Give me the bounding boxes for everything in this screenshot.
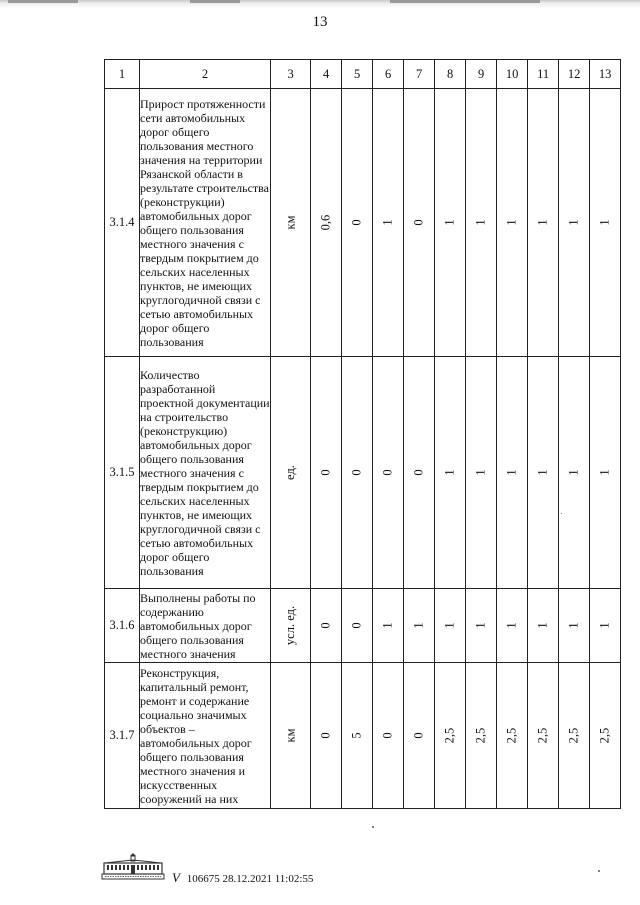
value-text: 0 <box>411 219 426 226</box>
value-cell <box>497 89 528 357</box>
value-cell <box>497 357 528 589</box>
column-header: 3 <box>271 60 311 89</box>
value-cell <box>373 89 404 357</box>
scan-speck <box>372 826 374 828</box>
page-number: 13 <box>312 14 328 30</box>
value-text: 1 <box>380 219 395 226</box>
column-header: 2 <box>140 60 271 89</box>
value-text: 0 <box>349 219 364 226</box>
value-cell <box>342 89 373 357</box>
value-cell <box>466 89 497 357</box>
indicator-name: Прирост протяженности сети автомобильных дорог общего пользования местного значения на территории Рязанской области в результате строительства (реконструкции) автомобильных дорог общего пользования местного значения с твердым покрытием до сельских населенных пунктов, не имеющих круглогодичной связи с сетью автомобильных дорог общего пользования <box>140 89 271 357</box>
value-cell <box>342 589 373 663</box>
value-text: 1 <box>473 469 488 476</box>
value-text: 2,5 <box>566 727 581 744</box>
scan-speck <box>561 513 562 514</box>
unit-cell <box>271 663 311 809</box>
value-text: 0 <box>411 732 426 739</box>
value-cell <box>373 663 404 809</box>
indicator-name: Реконструкция, капитальный ремонт, ремонт и содержание социально значимых объектов – автомобильных дорог общего пользования местного значения и искусственных сооружений на них <box>140 663 271 809</box>
value-cell <box>435 589 466 663</box>
value-cell <box>528 663 559 809</box>
value-cell <box>342 357 373 589</box>
value-text: 0 <box>349 469 364 476</box>
value-text: 1 <box>504 469 519 476</box>
value-cell <box>404 89 435 357</box>
value-cell <box>342 663 373 809</box>
value-cell <box>590 589 621 663</box>
scan-artifact <box>190 0 240 3</box>
value-cell <box>311 589 342 663</box>
building-logo-icon <box>100 852 166 882</box>
table-row <box>105 357 621 589</box>
value-text: 1 <box>566 219 581 226</box>
value-cell <box>559 357 590 589</box>
value-text: 0,6 <box>318 214 333 231</box>
value-cell <box>435 357 466 589</box>
value-cell <box>590 357 621 589</box>
value-text: 2,5 <box>535 727 550 744</box>
value-cell <box>559 89 590 357</box>
column-header: 8 <box>435 60 466 89</box>
value-cell <box>466 589 497 663</box>
column-header: 1 <box>105 60 140 89</box>
footer <box>100 852 520 892</box>
value-cell <box>311 89 342 357</box>
value-text: 0 <box>380 469 395 476</box>
value-cell <box>528 357 559 589</box>
value-text: 2,5 <box>504 727 519 744</box>
value-text: 1 <box>411 622 426 629</box>
value-text: 1 <box>566 622 581 629</box>
column-header: 12 <box>559 60 590 89</box>
value-text: 0 <box>380 732 395 739</box>
value-text: 0 <box>318 732 333 739</box>
value-text: 0 <box>411 469 426 476</box>
value-text: 1 <box>566 469 581 476</box>
value-cell <box>559 589 590 663</box>
value-text: 1 <box>535 219 550 226</box>
value-text: 1 <box>442 219 457 226</box>
column-header: 5 <box>342 60 373 89</box>
unit-cell <box>271 357 311 589</box>
row-number: 3.1.4 <box>105 89 140 357</box>
value-cell <box>435 663 466 809</box>
unit-label: км <box>283 728 298 743</box>
value-text: 2,5 <box>442 727 457 744</box>
column-header: 6 <box>373 60 404 89</box>
value-text: 1 <box>442 469 457 476</box>
value-text: 1 <box>442 622 457 629</box>
value-text: 1 <box>380 622 395 629</box>
value-cell <box>590 663 621 809</box>
value-cell <box>590 89 621 357</box>
unit-cell <box>271 589 311 663</box>
value-cell <box>404 589 435 663</box>
value-cell <box>404 663 435 809</box>
document-datetime: 28.12.2021 11:02:55 <box>222 873 314 885</box>
value-cell <box>311 357 342 589</box>
scan-speck <box>598 870 600 872</box>
value-cell <box>435 89 466 357</box>
table-row <box>105 663 621 809</box>
value-text: 1 <box>473 622 488 629</box>
value-cell <box>373 357 404 589</box>
value-text: 0 <box>318 469 333 476</box>
value-cell <box>497 663 528 809</box>
value-text: 2,5 <box>597 727 612 744</box>
value-text: 0 <box>318 622 333 629</box>
table-header-row <box>105 60 621 89</box>
row-number: 3.1.7 <box>105 663 140 809</box>
signature-mark: V <box>172 870 180 885</box>
column-header: 11 <box>528 60 559 89</box>
value-cell <box>528 589 559 663</box>
value-cell <box>466 663 497 809</box>
value-text: 1 <box>473 219 488 226</box>
footer-registration <box>172 870 313 886</box>
value-text: 0 <box>349 622 364 629</box>
value-text: 1 <box>597 219 612 226</box>
value-text: 1 <box>597 469 612 476</box>
indicator-table <box>104 59 621 809</box>
column-header: 4 <box>311 60 342 89</box>
document-number: 106675 <box>186 873 220 885</box>
scan-top-edge <box>0 0 640 8</box>
value-cell <box>404 357 435 589</box>
value-text: 1 <box>504 219 519 226</box>
value-text: 1 <box>535 622 550 629</box>
value-text: 1 <box>504 622 519 629</box>
value-text: 5 <box>349 732 364 739</box>
value-cell <box>497 589 528 663</box>
table-row <box>105 89 621 357</box>
row-number: 3.1.5 <box>105 357 140 589</box>
unit-label: км <box>283 215 298 230</box>
row-number: 3.1.6 <box>105 589 140 663</box>
value-cell <box>373 589 404 663</box>
column-header: 9 <box>466 60 497 89</box>
value-cell <box>466 357 497 589</box>
column-header: 13 <box>590 60 621 89</box>
value-cell <box>559 663 590 809</box>
value-cell <box>528 89 559 357</box>
value-text: 1 <box>535 469 550 476</box>
value-text: 1 <box>597 622 612 629</box>
value-text: 2,5 <box>473 727 488 744</box>
column-header: 10 <box>497 60 528 89</box>
value-cell <box>311 663 342 809</box>
unit-label: ед. <box>283 465 298 480</box>
unit-cell <box>271 89 311 357</box>
table-row <box>105 589 621 663</box>
scan-artifact <box>390 0 540 3</box>
unit-label: усл. ед. <box>283 605 298 646</box>
scan-artifact <box>8 0 78 3</box>
indicator-name: Выполнены работы по содержанию автомобильных дорог общего пользования местного значения <box>140 589 271 663</box>
indicator-name: Количество разработанной проектной документации на строительство (реконструкцию) автомобильных дорог общего пользования местного значения с твердым покрытием до сельских населенных пунктов, не имеющих круглогодичной связи с сетью автомобильных дорог общего пользования <box>140 357 271 589</box>
column-header: 7 <box>404 60 435 89</box>
